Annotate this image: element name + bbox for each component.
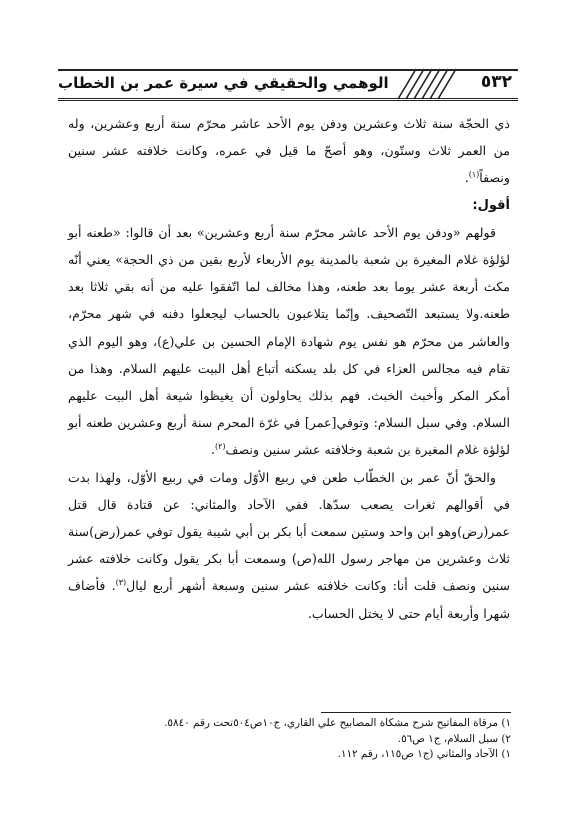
paragraph-1-text: ذي الحجّة سنة ثلاث وعشرين ودفن يوم الأحد عاشر محرّم سنة أربع وعشرين، وله من العمر ثلاث وستّون، وهو أصحّ ما قيل في عمره، وكانت خلافته عشر سنين ونصفاً xyxy=(68,116,510,186)
paragraph-2-end: . xyxy=(210,442,215,458)
main-text xyxy=(68,110,510,627)
page-number: ٥٣٢ xyxy=(480,72,512,92)
footnotes xyxy=(67,716,511,763)
footnote-separator xyxy=(321,712,511,713)
paragraph-1-end: . xyxy=(464,170,469,186)
footnote-3: ١) الآحاد والمثاني (ج١ ص١١٥، رقم ١١٢. xyxy=(337,748,511,761)
running-title: الوهمي والحقيقي في سيرة عمر بن الخطاب xyxy=(58,74,389,92)
paragraph-3-end: . فأضاف شهرا وأربعة أيام حتى لا يختل الحساب. xyxy=(68,578,510,621)
footnote-1: ١) مرقاة المفاتيح شرح مشكاة المصابيح علي القاري، ج١٠ص٥٠٤تحت رقم ٥٨٤٠. xyxy=(164,717,511,729)
paragraph-2-text: قولهم «ودفن يوم الأحد عاشر محرّم سنة أربع وعشرين» بعد أن قالوا: «طعنه أبو لؤلؤة غلام المغيرة بن شعبة بالمدينة يوم الأربعاء لأربع بقين من ذي الحجة» يعني أنّه مكث أربعة عشر يوما بعد طعنه، وهذا مخالف لما اتّفقوا عليه من أنه بقي ثلاثا بعد طعنه.ولا يستبعد التّصحيف. وإنّما يتلاعبون بالحساب ليجعلوا دفنه في شهر محرّم، والعاشر من محرّم هو نفس يوم شهادة الإمام الحسين بن علي(ع)، وهو اليوم الذي تقام فيه مجالس العزاء في كل بلد يسكنه أتباع أهل البيت عليهم السلام. وهذا من أمكر المكر وأخبث الخبث. فهم بذلك يحاولون أن يغيظوا شيعة أهل البيت عليهم السلام. وفي سبل السلام: وتوفي[عمر] في غرّة المحرم سنة أربع وعشرين طعنه أبو لؤلؤة غلام المغيرة بن شعبة وخلافته عشر سنين ونصف xyxy=(68,224,510,458)
section-heading: أقول: xyxy=(472,197,510,213)
paragraph-1 xyxy=(68,110,510,192)
footnote-ref-3: (٣) xyxy=(115,578,127,588)
footnote-ref-2: (٢) xyxy=(214,442,226,452)
running-header xyxy=(58,55,518,99)
header-bottom-rule xyxy=(58,98,518,101)
paragraph-3-text: والحقّ أنّ عمر بن الخطّاب طعن في ربيع الأوّل ومات في ربيع الأوّل، ولهذا بدت في أقوالهم ثغرات يصعب سدّها. ففي الآحاد والمثاني: عن قتادة قال قتل عمر(رض)وهو ابن واحد وستين سمعت أبا بكر بن أبي شيبة يقول توفي عمر(رض)سنة ثلاث وعشرين من مهاجر رسول الله(ص) وسمعت أبا بكر يقول وكانت خلافته عشر سنين ونصف قلت أنا: وكانت خلافته عشر سنين وسبعة أشهر أربع ليال xyxy=(68,469,510,594)
footnote-2: ٢) سبل السلام، ج١ ص٥٦. xyxy=(397,732,511,745)
header-slash-ornament-icon xyxy=(394,68,462,100)
paragraph-2 xyxy=(68,219,510,464)
paragraph-3 xyxy=(68,464,510,627)
footnote-ref-1: (١) xyxy=(468,170,480,180)
